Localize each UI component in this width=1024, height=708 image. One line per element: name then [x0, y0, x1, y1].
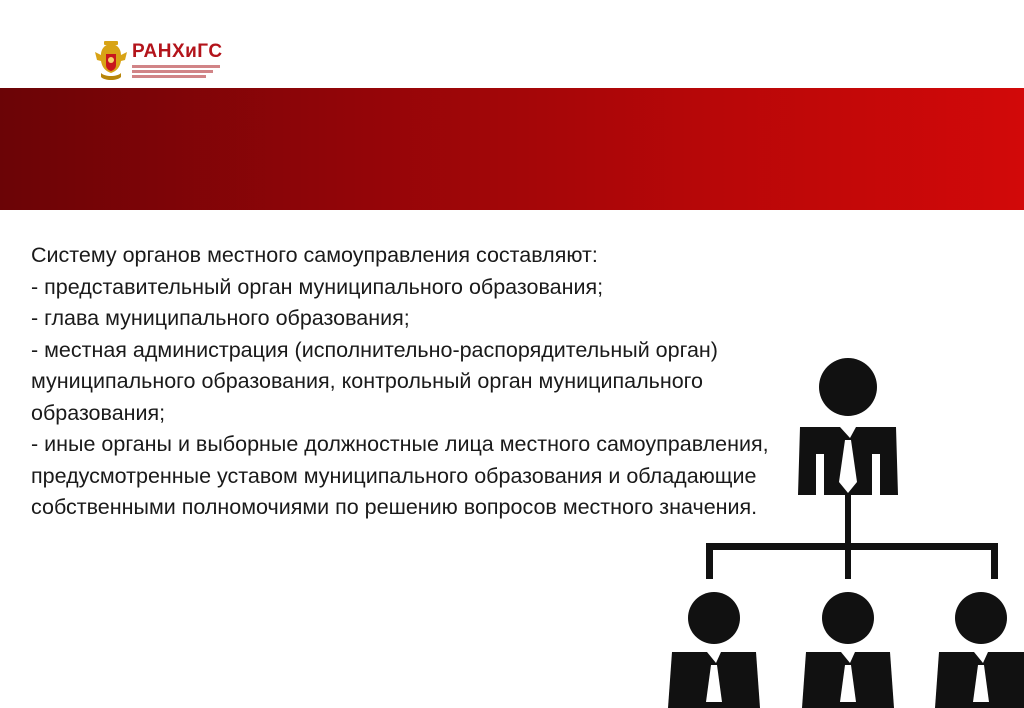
- slide-body: [31, 240, 791, 524]
- intro-text: Систему органов местного самоуправления составляют:: [31, 243, 598, 267]
- logo-name: РАНХиГС: [132, 41, 223, 62]
- ranepa-logo: [92, 40, 232, 84]
- top-person-icon: [798, 358, 898, 495]
- red-banner: [0, 88, 1024, 210]
- bottom-person-icon: [668, 592, 760, 708]
- logo-subtitle-lines: [132, 65, 220, 80]
- list-item: - местная администрация (исполнительно-распорядительный орган) муниципального образования, контрольный орган муниципального образования;: [31, 337, 718, 425]
- list-item: - представительный орган муниципального образования;: [31, 274, 604, 299]
- eagle-emblem-icon: [92, 40, 130, 82]
- bottom-person-icon: [935, 592, 1024, 708]
- list-item: - глава муниципального образования;: [31, 306, 410, 330]
- list-item: - иные органы и выборные должностные лица местного самоуправления, предусмотренные уставом муниципального образования и обладающие собственными полномочиями по решению вопросов местного значения.: [31, 432, 769, 519]
- bottom-person-icon: [802, 592, 894, 708]
